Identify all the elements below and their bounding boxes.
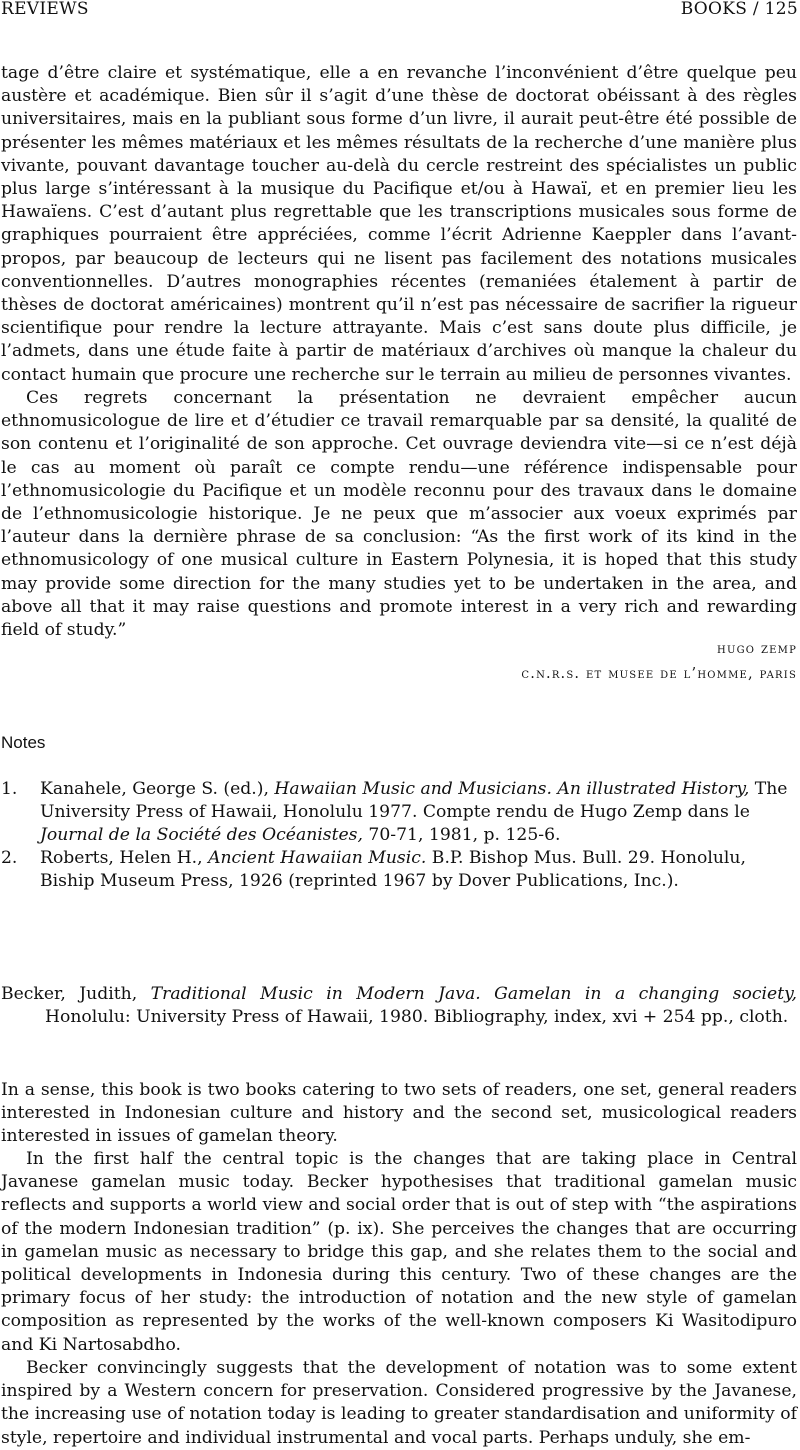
header-page-number: BOOKS / 125 — [680, 0, 798, 19]
review2-citation-heading — [1, 983, 797, 1029]
note-book-title: Ancient Hawaiian Music. — [208, 848, 427, 868]
review1-paragraph-2: Ces regrets concernant la présentation ne devraient empêcher aucun ethnomusicologue de lire et d’étudier ce travail remarquable par sa densité, la qualité de son contenu et l’originalité de son approche. Cet ouvrage deviendra vite—si ce n’est déjà le cas au moment où paraît ce compte rendu—une référence indispensable pour l’ethnomusicologie du Pacifique et un modèle reconnu pour des travaux dans le domaine de l’ethnomusicologie historique. Je ne peux que m’associer aux voeux exprimés par l’auteur dans la dernière phrase de sa conclusion: “As the first work of its kind in the ethnomusicology of one musical culture in Eastern Polynesia, it is hoped that this study may provide some direction for the many studies yet to be undertaken in the area, and above all that it may raise questions and promote interest in a very rich and rewarding field of study.” — [1, 388, 797, 641]
note-number: 2. — [1, 848, 18, 868]
review2-paragraph-1: In a sense, this book is two books catering to two sets of readers, one set, general readers interested in Indonesian culture and history and the second set, musicological readers interested in issues of gamelan theory. — [1, 1080, 797, 1147]
note-book-title: Hawaiian Music and Musicians. An illustrated History, — [274, 779, 750, 799]
review2-paragraph-3: Becker convincingly suggests that the development of notation was to some extent inspired by a Western concern for preservation. Considered progressive by the Javanese, the increasing use of notation today is leading to greater standardisation and uniformity of style, repertoire and individual instrumental and vocal parts. Perhaps unduly, she em- — [1, 1358, 797, 1448]
reviewer-name: hugo zemp — [717, 641, 797, 657]
notes-heading: Notes — [1, 733, 46, 752]
review2-book-title: Traditional Music in Modern Java. Gamelan in a changing society, — [150, 984, 797, 1004]
header-section-title: REVIEWS — [1, 0, 89, 19]
note-item: 2. Roberts, Helen H., Ancient Hawaiian Music. B.P. Bishop Mus. Bull. 29. Honolulu, Biship Museum Press, 1926 (reprinted 1967 by Dover Publications, Inc.). — [1, 848, 746, 892]
note-number: 1. — [1, 779, 18, 799]
review2-publication-details: Honolulu: University Press of Hawaii, 1980. Bibliography, index, xvi + 254 pp., cloth. — [45, 1007, 789, 1028]
review2-author: Becker, Judith, — [1, 984, 151, 1004]
review2-paragraph-2: In the first half the central topic is the changes that are taking place in Central Javanese gamelan music today. Becker hypothesises that traditional gamelan music reflects and supports a world view and social order that is out of step with “the aspirations of the modern Indonesian tradition” (p. ix). She perceives the changes that are occurring in gamelan music as necessary to bridge this gap, and she relates them to the social and political developments in Indonesia during this century. Two of these changes are the primary focus of her study: the introduction of notation and the new style of gamelan composition as represented by the works of the well-known composers Ki Wasitodipuro and Ki Nartosabdho. — [1, 1149, 797, 1355]
review1-paragraph-1: tage d’être claire et systématique, elle a en revanche l’inconvénient d’être quelque peu austère et académique. Bien sûr il s’agit d’une thèse de doctorat obéissant à des règles universitaires, mais en la publiant sous forme d’un livre, il aurait peut-être été possible de présenter les mêmes matériaux et les mêmes résultats de la recherche d’une manière plus vivante, pouvant davantage toucher au-delà du cercle restreint des spécialistes un public plus large s’intéressant à la musique du Pacifique et/ou à Hawaï, et en premier lieu les Hawaïens. C’est d’autant plus regrettable que les transcriptions musicales sous forme de graphiques pourraient être appréciées, comme l’écrit Adrienne Kaeppler dans l’avant-propos, par beaucoup de lecteurs qui ne lisent pas facilement des notations musicales conventionnelles. D’autres monographies récentes (remaniées étalement à partir de thèses de doctorat américaines) montrent qu’il n’est pas nécessaire de sacrifier la rigueur scientifique pour rendre la lecture attrayante. Mais c’est sans doute plus difficile, je l’admets, dans une étude faite à partir de matériaux d’archives où manque la chaleur du contact humain que procure une recherche sur le terrain au milieu de personnes vivantes. — [1, 63, 797, 385]
running-header — [0, 0, 800, 22]
note-item: 1. Kanahele, George S. (ed.), Hawaiian Music and Musicians. An illustrated History, The University Press of Hawaii, Honolulu 1977. Compte rendu de Hugo Zemp dans le Journal de la Société des Océanistes, 70-71, 1981, p. 125-6. — [1, 779, 788, 846]
note-journal-title: Journal de la Société des Océanistes, — [40, 825, 363, 846]
reviewer-affiliation: c.n.r.s. et musee de l’homme, paris — [521, 666, 797, 682]
